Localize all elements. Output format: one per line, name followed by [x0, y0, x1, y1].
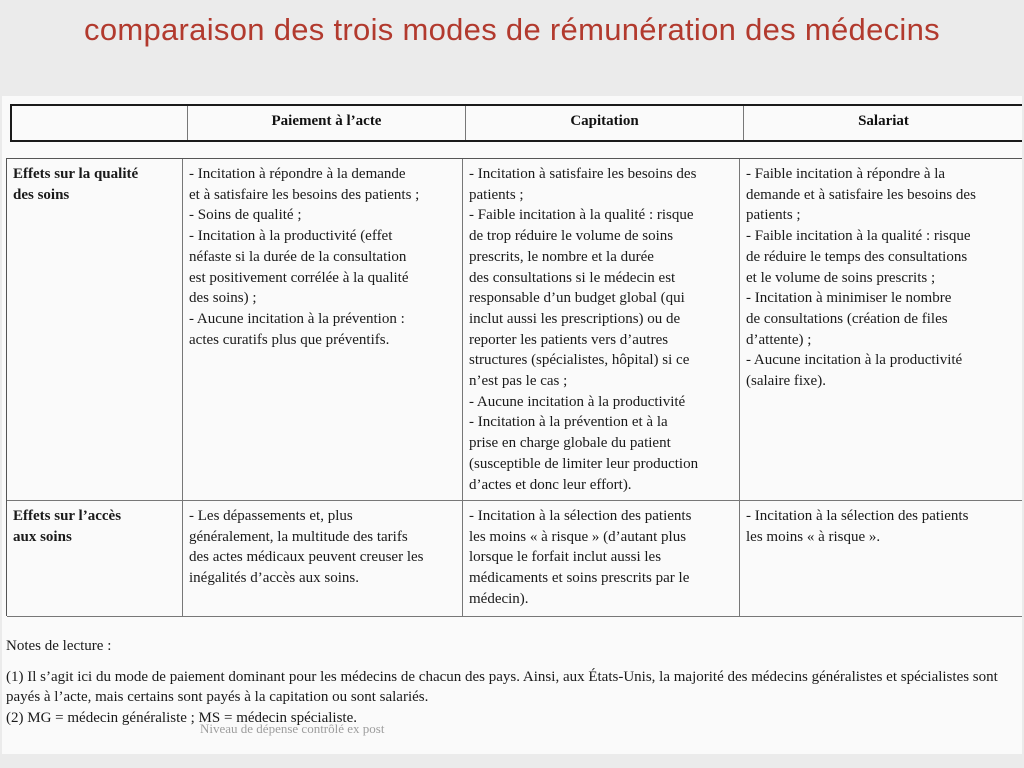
row-label-acces: Effets sur l’accès aux soins	[7, 501, 183, 617]
cell-qualite-capitation: - Incitation à satisfaire les besoins des patients ; - Faible incitation à la qualité : risque de trop réduire le volume de soins prescrits, le nombre et la durée des consultations si le médecin est responsable d’un budget global (qui inclut aussi les prescriptions) ou de reporter les patients vers d’autres structures (spécialistes, hôpital) si ce n’est pas le cas ; - Aucune incitation à la productivité - Incitation à la prévention et à la prise en charge globale du patient (susceptible de limiter leur production d’actes et donc leur effort).	[463, 159, 740, 501]
reading-notes	[6, 636, 1018, 728]
cell-acces-salariat: - Incitation à la sélection des patients les moins « à risque ».	[740, 501, 1022, 617]
note-2: (2) MG = médecin généraliste ; MS = médecin spécialiste.	[6, 709, 357, 726]
comparison-table	[6, 158, 1022, 616]
bleed-through-text: Niveau de dépense contrôlé ex post	[200, 721, 385, 736]
row-label-qualite: Effets sur la qualité des soins	[7, 159, 183, 501]
scanned-document	[2, 96, 1022, 754]
header-paiement-acte: Paiement à l’acte	[188, 106, 466, 140]
cell-qualite-acte: - Incitation à répondre à la demande et à satisfaire les besoins des patients ; - Soins de qualité ; - Incitation à la productivité (effet néfaste si la durée de la consultation est positivement corrélée à la qualité des soins) ; - Aucune incitation à la prévention : actes curatifs plus que préventifs.	[183, 159, 463, 501]
notes-heading: Notes de lecture :	[6, 638, 112, 654]
note-1: (1) Il s’agit ici du mode de paiement dominant pour les médecins de chacun des pays. Ainsi, aux États-Unis, la majorité des médecins généralistes et spécialistes sont payés à l’acte, mais certains sont payés à la capitation ou sont salariés.	[6, 668, 998, 705]
cell-acces-capitation: - Incitation à la sélection des patients les moins « à risque » (d’autant plus lorsque le forfait inclut aussi les médicaments et soins prescrits par le médecin).	[463, 501, 740, 617]
table-header-row	[10, 104, 1022, 142]
slide-title: comparaison des trois modes de rémunération des médecins	[84, 12, 940, 47]
cell-qualite-salariat: - Faible incitation à répondre à la demande et à satisfaire les besoins des patients ; - Faible incitation à la qualité : risque de réduire le temps des consultations et le volume de soins prescrits ; - Incitation à minimiser le nombre de consultations (création de files d’attente) ; - Aucune incitation à la productivité (salaire fixe).	[740, 159, 1022, 501]
header-salariat: Salariat	[744, 106, 1022, 140]
header-empty-cell	[12, 106, 188, 140]
cell-acces-acte: - Les dépassements et, plus généralement, la multitude des tarifs des actes médicaux peuvent creuser les inégalités d’accès aux soins.	[183, 501, 463, 617]
header-capitation: Capitation	[466, 106, 744, 140]
